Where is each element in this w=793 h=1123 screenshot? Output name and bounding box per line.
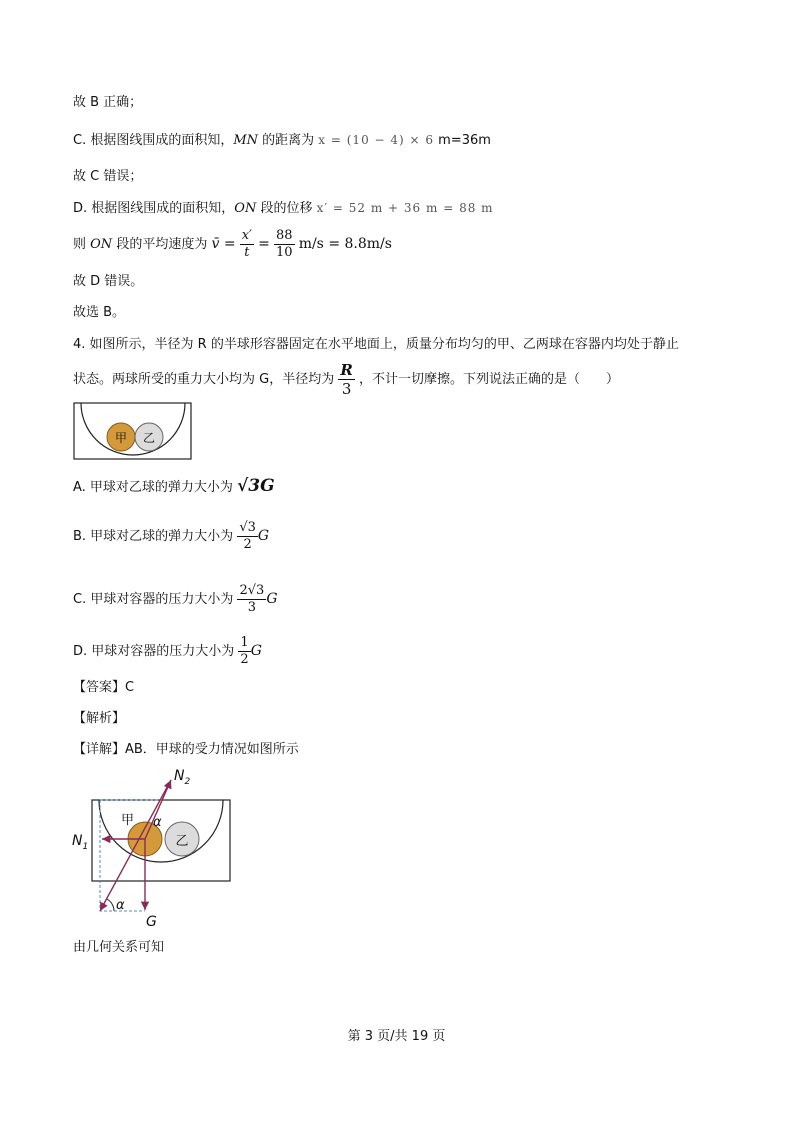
fraction-numerator: R (340, 361, 353, 379)
option-a (73, 475, 275, 499)
text-line (73, 226, 392, 263)
fraction-numerator: √3 (239, 520, 256, 535)
fraction-denominator: 3 (247, 600, 257, 615)
fraction-numerator: 2√3 (239, 583, 265, 598)
answer-label: 【答案】C (73, 680, 135, 695)
text-line: 故 D 错误。 (73, 274, 144, 289)
formula: m/s = 8.8m/s (298, 236, 392, 252)
option-text: C. 甲球对容器的压力大小为 (73, 592, 234, 607)
force-diagram (68, 764, 248, 930)
fraction (237, 520, 258, 553)
option-d (73, 631, 262, 672)
text-line (73, 131, 491, 150)
fraction (240, 228, 254, 261)
fraction-numerator: 88 (276, 228, 293, 243)
text-line: 故选 B。 (73, 305, 126, 320)
option-text: B. 甲球对乙球的弹力大小为 (73, 529, 234, 544)
formula: x′ = 52 m + 36 m = 88 m (316, 201, 494, 215)
text-line: 故 B 正确； (73, 95, 143, 110)
text-segment: 的距离为 (258, 133, 319, 148)
gravity-symbol: G (250, 643, 262, 659)
geometry-text: 由几何关系可知 (73, 940, 165, 955)
gravity-label: G (146, 914, 157, 930)
text-segment: C. 根据图线围成的面积知， (73, 133, 234, 148)
text-line: 故 C 错误； (73, 169, 143, 184)
ball-jia-label: 甲 (114, 431, 128, 445)
gravity-symbol: G (257, 528, 270, 544)
option-text: A. 甲球对乙球的弹力大小为 (73, 480, 233, 495)
fraction (274, 228, 295, 261)
fraction-denominator: 2 (243, 537, 252, 552)
n1-label: $N_1$ (72, 833, 89, 852)
question-text (73, 360, 619, 400)
option-b (73, 516, 269, 557)
text-segment: 状态。两球所受的重力大小均为 G，半径均为 (73, 372, 335, 387)
text-segment: ，不计一切摩擦。下列说法正确的是（ ） (358, 372, 619, 387)
text-segment: D. 根据图线围成的面积知， (73, 201, 235, 216)
ball-yi-label: 乙 (175, 834, 189, 849)
text-segment: 段的平均速度为 (112, 237, 212, 252)
fraction-numerator: 1 (240, 635, 249, 650)
fraction-denominator: t (244, 245, 250, 260)
container-figure (73, 402, 193, 462)
text-segment: 则 (73, 237, 91, 252)
fraction-denominator: 2 (240, 652, 249, 667)
segment-label: ON (234, 201, 257, 216)
question-text: 4. 如图所示，半径为 R 的半球形容器固定在水平地面上，质量分布均匀的甲、乙两球在容器内均处于静止 (73, 337, 679, 352)
alpha-label-bottom: α (116, 898, 125, 913)
ball-yi-label: 乙 (142, 431, 156, 445)
fraction (238, 635, 250, 668)
ball-jia-label: 甲 (121, 813, 135, 828)
angle-arc (107, 899, 114, 911)
alpha-label-top: α (153, 815, 162, 830)
equals-sign: = (258, 236, 270, 252)
text-segment: m=36m (434, 133, 491, 148)
detail-text: 【详解】AB．甲球的受力情况如图所示 (73, 742, 299, 757)
text-line (73, 199, 494, 218)
fraction-denominator: 3 (341, 380, 352, 398)
text-segment: 段的位移 (256, 201, 317, 216)
fraction-numerator: x′ (241, 228, 252, 243)
avg-velocity-symbol: v̄ = (211, 236, 236, 252)
hemisphere-arc (99, 800, 223, 862)
fraction-denominator: 10 (276, 245, 293, 260)
page-footer: 第 3 页/共 19 页 (347, 1029, 446, 1044)
n2-label: $N_2$ (174, 768, 191, 787)
segment-label: ON (90, 237, 113, 252)
segment-label: MN (233, 133, 259, 148)
option-c (73, 579, 278, 620)
option-text: D. 甲球对容器的压力大小为 (73, 644, 235, 659)
option-expression: √3G (237, 476, 275, 496)
formula: x = (10 − 4) × 6 (318, 133, 435, 147)
analysis-label: 【解析】 (73, 711, 126, 726)
fraction (338, 361, 354, 398)
gravity-symbol: G (266, 591, 278, 607)
fraction (237, 583, 266, 616)
